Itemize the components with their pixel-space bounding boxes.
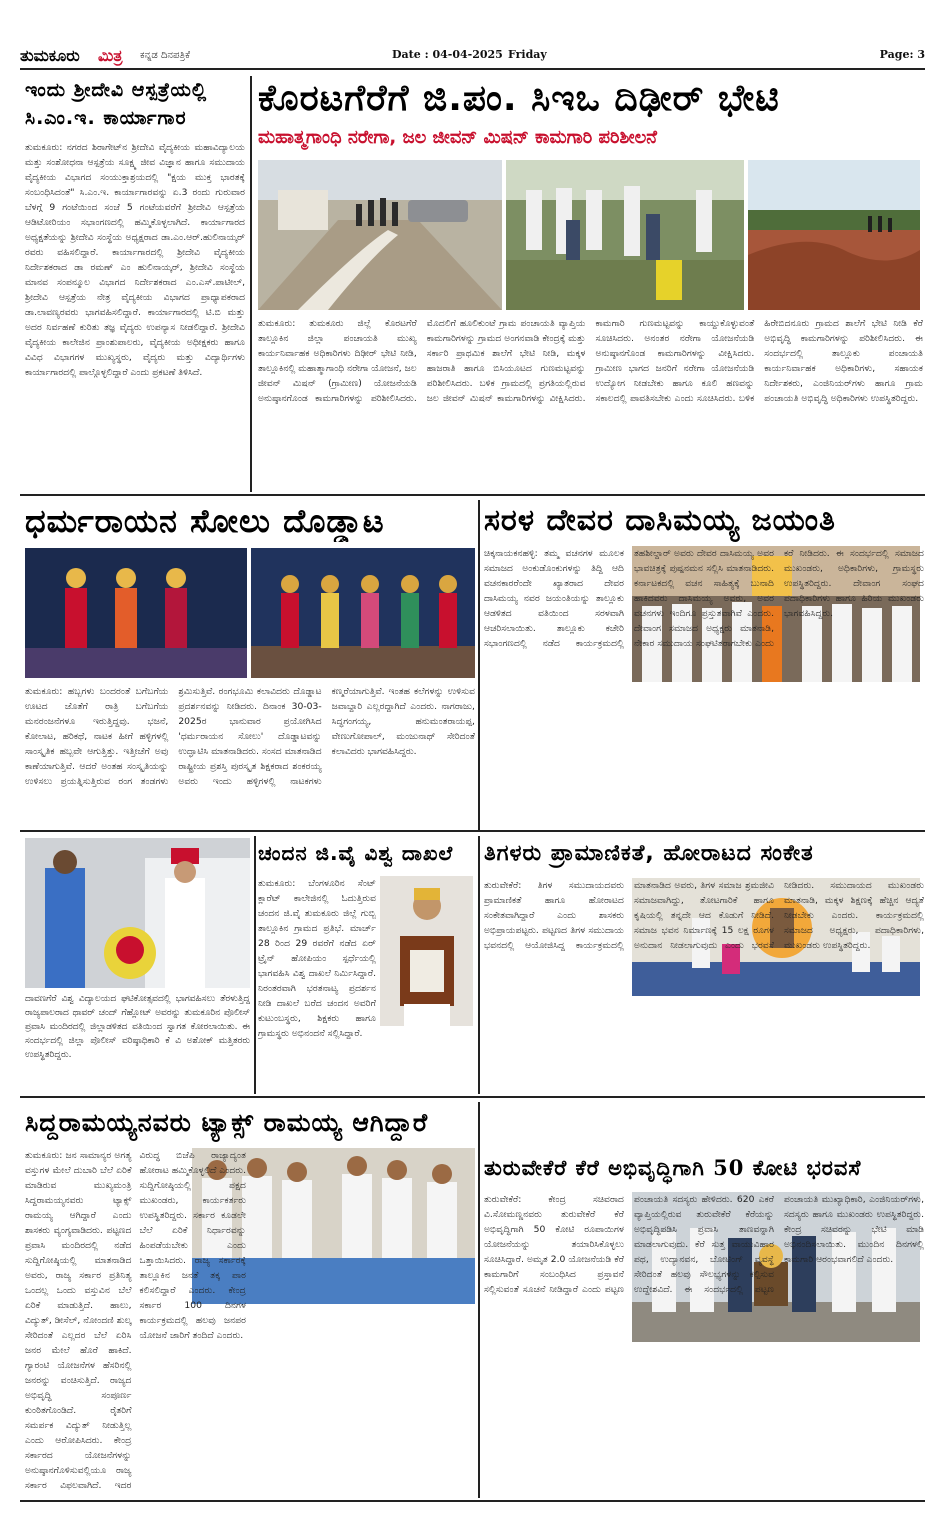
- koratagere-headline: ಕೊರಟಗೆರೆಗೆ ಜಿ.ಪಂ. ಸಿಇಒ ದಿಢೀರ್ ಭೇಟಿ: [258, 78, 780, 119]
- masthead: [20, 44, 925, 68]
- turuvekere-headline-pre: ತುರುವೇಕೆರೆ ಕೆರೆ ಅಭಿವೃದ್ಧಿಗಾಗಿ: [484, 1156, 705, 1180]
- chandana-body: ತುಮಕೂರು: ಬೆಂಗಳೂರಿನ ಸೆಂಟ್ ಕ್ಲಾರೆಟ್ ಕಾಲೇಜಿನಲ್ಲಿ ಓದುತ್ತಿರುವ ಚಂದನ ಜಿ.ವೈ ತುಮಕೂರು ಜಿಲ್ಲೆ ಗುಬ್ಬಿ ತಾಲ್ಲೂಕಿನ ಗ್ರಾಮದ ಪ್ರತಿಭೆ. ಮಾರ್ಚ್ 28 ರಿಂದ 29 ರವರೆಗೆ ನಡೆದ ಏರ್ ಟ್ರೈನ್ ಹೋಪಿಯಂ ಸ್ಪರ್ಧೆಯಲ್ಲಿ ಭಾಗವಹಿಸಿ ವಿಶ್ವ ದಾಖಲೆ ನಿರ್ಮಿಸಿದ್ದಾರೆ. ನಿರಂತರವಾಗಿ ಭರತನಾಟ್ಯ ಪ್ರದರ್ಶನ ನೀಡಿ ದಾಖಲೆ ಬರೆದ ಚಂದನ ಅವರಿಗೆ ಕುಟುಂಬಸ್ಥರು, ಶಿಕ್ಷಕರು ಹಾಗೂ ಗ್ರಾಮಸ್ಥರು ಅಭಿನಂದನೆ ಸಲ್ಲಿಸಿದ್ದಾರೆ.: [258, 878, 376, 1039]
- turuvekere-headline: [484, 1150, 924, 1188]
- column-rule-mid-2: [478, 836, 480, 1094]
- tigalaru-headline: ತಿಗಳರು ಪ್ರಾಮಾಣಿಕತೆ, ಹೋರಾಟದ ಸಂಕೇತ: [484, 841, 814, 866]
- section-rule-2: [20, 830, 925, 832]
- dharmaraya-photo-1: [25, 548, 247, 678]
- column-rule-left-2: [254, 836, 256, 1094]
- section-rule-1: [20, 494, 925, 496]
- masthead-day: Friday: [508, 48, 547, 61]
- bottom-rule: [20, 1500, 925, 1502]
- koratagere-photo-3: [748, 160, 920, 310]
- koratagere-photo-1: [258, 160, 502, 310]
- masthead-rule: [20, 68, 925, 70]
- page-number: Page: 3: [879, 48, 925, 61]
- masthead-tagline: ಕನ್ನಡ ದಿನಪತ್ರಿಕೆ: [140, 50, 191, 61]
- turuvekere-headline-num: 50: [713, 1155, 745, 1180]
- column-rule-mid: [478, 500, 480, 830]
- masthead-date: Date : 04-04-2025: [392, 48, 503, 61]
- masthead-name-red: ಮಿತ್ರ: [98, 46, 123, 65]
- koratagere-body: ತುಮಕೂರು: ತುಮಕೂರು ಜಿಲ್ಲೆ ಕೊರಟಗೆರೆ ತಾಲ್ಲೂಕಿನ ಜಿಲ್ಲಾ ಪಂಚಾಯತಿ ಮುಖ್ಯ ಕಾರ್ಯನಿರ್ವಾಹಕ ಅಧಿಕಾರಿಗಳು ದಿಢೀರ್ ಭೇಟಿ ನೀಡಿ, ತಾಲ್ಲೂಕಿನಲ್ಲಿ ಮಹಾತ್ಮಾಗಾಂಧಿ ನರೇಗಾ ಯೋಜನೆ, ಜಲ ಜೀವನ್ ಮಿಷನ್ (ಗ್ರಾಮೀಣ) ಯೋಜನೆಯಡಿ ಅನುಷ್ಠಾನಗೊಂಡ ಕಾಮಗಾರಿಗಳನ್ನು ಪರಿಶೀಲಿಸಿದರು. ಮೊದಲಿಗೆ ಹೂಲಿಕುಂಟೆ ಗ್ರಾಮ ಪಂಚಾಯತಿ ವ್ಯಾಪ್ತಿಯ ಕಾಮಗಾರಿಗಳನ್ನು ಗ್ರಾಮದ ಅಂಗನವಾಡಿ ಕೇಂದ್ರಕ್ಕೆ ಮತ್ತು ಸರ್ಕಾರಿ ಪ್ರಾಥಮಿಕ ಶಾಲೆಗೆ ಭೇಟಿ ನೀಡಿ, ಮಕ್ಕಳ ಹಾಜರಾತಿ ಹಾಗೂ ಬಿಸಿಯೂಟದ ಗುಣಮಟ್ಟವನ್ನು ಪರಿಶೀಲಿಸಿದರು. ಬಳಿಕ ಗ್ರಾಮದಲ್ಲಿ ಪ್ರಗತಿಯಲ್ಲಿರುವ ಜಲ ಜೀವನ್ ಮಿಷನ್ ಕಾಮಗಾರಿಗಳನ್ನು ವೀಕ್ಷಿಸಿದರು. ಕಾಮಗಾರಿ ಗುಣಮಟ್ಟವನ್ನು ಕಾಯ್ದುಕೊಳ್ಳುವಂತೆ ಸೂಚಿಸಿದರು. ಅನಂತರ ನರೇಗಾ ಯೋಜನೆಯಡಿ ಅನುಷ್ಠಾನಗೊಂಡ ಕಾಮಗಾರಿಗಳನ್ನು ವೀಕ್ಷಿಸಿದರು. ಗ್ರಾಮೀಣ ಭಾಗದ ಜನರಿಗೆ ನರೇಗಾ ಯೋಜನೆಯಡಿ ಉದ್ಯೋಗ ನೀಡಬೇಕು ಹಾಗೂ ಕೂಲಿ ಹಣವನ್ನು ಸಕಾಲದಲ್ಲಿ ಪಾವತಿಸಬೇಕು ಎಂದು ಸೂಚಿಸಿದರು. ಬಳಿಕ ಹಿರೇಬಿದನೂರು ಗ್ರಾಮದ ಶಾಲೆಗೆ ಭೇಟಿ ನೀಡಿ ಕೆರೆ ಅಭಿವೃದ್ಧಿ ಕಾಮಗಾರಿಗಳನ್ನು ಪರಿಶೀಲಿಸಿದರು. ಈ ಸಂದರ್ಭದಲ್ಲಿ ತಾಲ್ಲೂಕು ಪಂಚಾಯತಿ ಕಾರ್ಯನಿರ್ವಾಹಕ ಅಧಿಕಾರಿಗಳು, ಸಹಾಯಕ ನಿರ್ದೇಶಕರು, ಎಂಜಿನಿಯರ್‌ಗಳು ಹಾಗೂ ಗ್ರಾಮ ಪಂಚಾಯತಿ ಅಭಿವೃದ್ಧಿ ಅಧಿಕಾರಿಗಳು ಉಪಸ್ಥಿತರಿದ್ದರು.: [258, 318, 923, 404]
- tigalaru-body: ತುರುವೇಕೆರೆ: ತಿಗಳ ಸಮುದಾಯದವರು ಪ್ರಾಮಾಣಿಕತೆ ಹಾಗೂ ಹೋರಾಟದ ಸಂಕೇತವಾಗಿದ್ದಾರೆ ಎಂದು ಶಾಸಕರು ಅಭಿಪ್ರಾಯಪಟ್ಟರು. ಪಟ್ಟಣದ ತಿಗಳ ಸಮುದಾಯ ಭವನದಲ್ಲಿ ಆಯೋಜಿಸಿದ್ದ ಕಾರ್ಯಕ್ರಮದಲ್ಲಿ ಮಾತನಾಡಿದ ಅವರು, ತಿಗಳ ಸಮಾಜ ಶ್ರಮಜೀವಿ ಸಮಾಜವಾಗಿದ್ದು, ತೋಟಗಾರಿಕೆ ಹಾಗೂ ಕೃಷಿಯಲ್ಲಿ ತನ್ನದೇ ಆದ ಕೊಡುಗೆ ನೀಡಿದೆ. ಸಮಾಜ ಭವನ ನಿರ್ಮಾಣಕ್ಕೆ 15 ಲಕ್ಷ ರೂಗಳ ಅನುದಾನ ನೀಡಲಾಗುವುದು ಎಂದು ಭರವಸೆ ನೀಡಿದರು. ಸಮುದಾಯದ ಮುಖಂಡರು ಮಾತನಾಡಿ, ಮಕ್ಕಳ ಶಿಕ್ಷಣಕ್ಕೆ ಹೆಚ್ಚಿನ ಆದ್ಯತೆ ನೀಡಬೇಕು ಎಂದರು. ಕಾರ್ಯಕ್ರಮದಲ್ಲಿ ಸಮಾಜದ ಅಧ್ಯಕ್ಷರು, ಪದಾಧಿಕಾರಿಗಳು, ಮುಖಂಡರು ಉಪಸ್ಥಿತರಿದ್ದರು.: [484, 880, 924, 951]
- governor-caption: ದಾವಣಗೆರೆ ವಿಶ್ವ ವಿದ್ಯಾಲಯದ ಘಟಿಕೋತ್ಸವದಲ್ಲಿ ಭಾಗವಹಿಸಲು ತೆರಳುತ್ತಿದ್ದ ರಾಜ್ಯಪಾಲರಾದ ಥಾವರ್ ಚಂದ್ ಗೆಹ್ಲೋಟ್ ಅವರನ್ನು ತುಮಕೂರಿನ ಪೊಲೀಸ್ ಪ್ರವಾಸಿ ಮಂದಿರದಲ್ಲಿ ಜಿಲ್ಲಾಡಳಿತದ ವತಿಯಿಂದ ಸ್ವಾಗತ ಕೋರಲಾಯಿತು. ಈ ಸಂದರ್ಭದಲ್ಲಿ ಜಿಲ್ಲಾ ಪೊಲೀಸ್ ವರಿಷ್ಠಾಧಿಕಾರಿ ಕೆ ವಿ ಅಶೋಕ್ ಮತ್ತಿತರರು ಉಪಸ್ಥಿತರಿದ್ದರು.: [25, 994, 250, 1060]
- dasimayya-headline: ಸರಳ ದೇವರ ದಾಸಿಮಯ್ಯ ಜಯಂತಿ: [484, 503, 836, 538]
- dharmaraya-photo-2: [251, 548, 475, 678]
- chandana-photo: [380, 876, 473, 1026]
- section-rule-3: [20, 1096, 925, 1098]
- column-rule-left: [250, 76, 252, 492]
- governor-photo: [25, 838, 250, 988]
- dharmaraya-body: ತುಮಕೂರು: ಹಬ್ಬಗಳು ಬಂದರಂತೆ ಬಗೆಬಗೆಯ ಊಟದ ಜೊತೆಗೆ ರಾತ್ರಿ ಬಗೆಬಗೆಯ ಮನರಂಜನೆಗಳೂ ಇರುತ್ತಿದ್ದವು. ಭಜನೆ, ಕೋಲಾಟ, ಹರಿಕಥೆ, ನಾಟಕ ಹೀಗೆ ಹಳ್ಳಿಗಳಲ್ಲಿ ಸಾಂಸ್ಕೃತಿಕ ಹಬ್ಬವೇ ಆಗುತ್ತಿತ್ತು. ಇತ್ತೀಚೆಗೆ ಅವು ಕಾಣೆಯಾಗುತ್ತಿವೆ. ಆದರೆ ಅಂತಹ ಸಂಸ್ಕೃತಿಯನ್ನು ಉಳಿಸಲು ಪ್ರಯತ್ನಿಸುತ್ತಿರುವ ರಂಗ ತಂಡಗಳು ಶ್ರಮಿಸುತ್ತಿವೆ. ರಂಗಭೂಮಿ ಕಲಾವಿದರು ದೊಡ್ಡಾಟ ಪ್ರದರ್ಶನವನ್ನು ನೀಡಿದರು. ದಿನಾಂಕ 30-03-2025ರ ಭಾನುವಾರ ಪ್ರಯೋಗಿಸಿದ 'ಧರ್ಮರಾಯನ ಸೋಲು' ದೊಡ್ಡಾಟವನ್ನು ಉದ್ಘಾಟಿಸಿ ಮಾತನಾಡಿದರು. ಸಂಸದ ಮಾತನಾಡಿದ ರಾಷ್ಟ್ರೀಯ ಪ್ರಶಸ್ತಿ ಪುರಸ್ಕೃತ ಶಿಕ್ಷಕರಾದ ಶಂಕರಯ್ಯ ಅವರು ಇಂದು ಹಳ್ಳಿಗಳಲ್ಲಿ ನಾಟಕಗಳು ಕಣ್ಮರೆಯಾಗುತ್ತಿವೆ. ಇಂತಹ ಕಲೆಗಳನ್ನು ಉಳಿಸುವ ಜವಾಬ್ದಾರಿ ಎಲ್ಲರದ್ದಾಗಿದೆ ಎಂದರು. ನಾಗರಾಜು, ಸಿದ್ಧಗಂಗಯ್ಯ, ಹನುಮಂತರಾಯಪ್ಪ, ವೇಣುಗೋಪಾಲ್, ಮಂಜುನಾಥ್ ಸೇರಿದಂತೆ ಕಲಾವಿದರು ಭಾಗವಹಿಸಿದ್ದರು.: [25, 686, 475, 787]
- turuvekere-body: ತುರುವೇಕೆರೆ: ಕೇಂದ್ರ ಸಚಿವರಾದ ವಿ.ಸೋಮಣ್ಣನವರು ತುರುವೇಕೆರೆ ಕೆರೆ ಅಭಿವೃದ್ಧಿಗಾಗಿ 50 ಕೋಟಿ ರೂಪಾಯಿಗಳ ಯೋಜನೆಯನ್ನು ತಯಾರಿಸಿಕೊಳ್ಳಲು ಸೂಚಿಸಿದ್ದಾರೆ. ಅಮೃತ 2.0 ಯೋಜನೆಯಡಿ ಕೆರೆ ಕಾಮಗಾರಿಗೆ ಸಂಬಂಧಿಸಿದ ಪ್ರಸ್ತಾವನೆ ಸಲ್ಲಿಸುವಂತೆ ಸೂಚನೆ ನೀಡಿದ್ದಾರೆ ಎಂದು ಪಟ್ಟಣ ಪಂಚಾಯತಿ ಸದಸ್ಯರು ಹೇಳಿದರು. 620 ಎಕರೆ ವ್ಯಾಪ್ತಿಯಲ್ಲಿರುವ ತುರುವೇಕೆರೆ ಕೆರೆಯನ್ನು ಅಭಿವೃದ್ಧಿಪಡಿಸಿ ಪ್ರವಾಸಿ ತಾಣವನ್ನಾಗಿ ಮಾಡಲಾಗುವುದು. ಕೆರೆ ಸುತ್ತ ವಾಯುವಿಹಾರ ಪಥ, ಉದ್ಯಾನವನ, ಬೋಟಿಂಗ್ ವ್ಯವಸ್ಥೆ ಸೇರಿದಂತೆ ಹಲವು ಸೌಲಭ್ಯಗಳನ್ನು ಕಲ್ಪಿಸುವ ಉದ್ದೇಶವಿದೆ. ಈ ಸಂದರ್ಭದಲ್ಲಿ ಪಟ್ಟಣ ಪಂಚಾಯತಿ ಮುಖ್ಯಾಧಿಕಾರಿ, ಎಂಜಿನಿಯರ್‌ಗಳು, ಸದಸ್ಯರು ಹಾಗೂ ಮುಖಂಡರು ಉಪಸ್ಥಿತರಿದ್ದರು. ಕೇಂದ್ರ ಸಚಿವರನ್ನು ಭೇಟಿ ಮಾಡಿ ಅಭಿನಂದಿಸಲಾಯಿತು. ಮುಂದಿನ ದಿನಗಳಲ್ಲಿ ಕಾಮಗಾರಿ ಆರಂಭವಾಗಲಿದೆ ಎಂದರು.: [484, 1194, 924, 1295]
- masthead-name-black: ತುಮಕೂರು: [20, 46, 80, 65]
- dharmaraya-headline: ಧರ್ಮರಾಯನ ಸೋಲು ದೊಡ್ಡಾಟ: [25, 502, 385, 540]
- siddaramaiah-body: ತುಮಕೂರು: ಜನ ಸಾಮಾನ್ಯರ ಅಗತ್ಯ ವಸ್ತುಗಳ ಮೇಲೆ ದುಬಾರಿ ಬೆಲೆ ಏರಿಕೆ ಮಾಡಿರುವ ಮುಖ್ಯಮಂತ್ರಿ ಸಿದ್ದರಾಮಯ್ಯನವರು ಟ್ಯಾಕ್ಸ್ ರಾಮಯ್ಯ ಆಗಿದ್ದಾರೆ ಎಂದು ಶಾಸಕರು ವ್ಯಂಗ್ಯವಾಡಿದರು. ಪಟ್ಟಣದ ಪ್ರವಾಸಿ ಮಂದಿರದಲ್ಲಿ ನಡೆದ ಸುದ್ದಿಗೋಷ್ಠಿಯಲ್ಲಿ ಮಾತನಾಡಿದ ಅವರು, ರಾಜ್ಯ ಸರ್ಕಾರ ಪ್ರತಿನಿತ್ಯ ಒಂದಲ್ಲ ಒಂದು ವಸ್ತುವಿನ ಬೆಲೆ ಏರಿಕೆ ಮಾಡುತ್ತಿದೆ. ಹಾಲು, ವಿದ್ಯುತ್, ಡೀಸೆಲ್, ನೋಂದಣಿ ಶುಲ್ಕ ಸೇರಿದಂತೆ ಎಲ್ಲದರ ಬೆಲೆ ಏರಿಸಿ ಜನರ ಮೇಲೆ ಹೊರೆ ಹಾಕಿದೆ. ಗ್ಯಾರಂಟಿ ಯೋಜನೆಗಳ ಹೆಸರಿನಲ್ಲಿ ಜನರನ್ನು ವಂಚಿಸುತ್ತಿದೆ. ರಾಜ್ಯದ ಅಭಿವೃದ್ಧಿ ಸಂಪೂರ್ಣ ಕುಂಠಿತಗೊಂಡಿದೆ. ರೈತರಿಗೆ ಸಮರ್ಪಕ ವಿದ್ಯುತ್ ನೀಡುತ್ತಿಲ್ಲ ಎಂದು ಆರೋಪಿಸಿದರು. ಕೇಂದ್ರ ಸರ್ಕಾರದ ಯೋಜನೆಗಳನ್ನು ಅನುಷ್ಠಾನಗೊಳಿಸುವಲ್ಲಿಯೂ ರಾಜ್ಯ ಸರ್ಕಾರ ವಿಫಲವಾಗಿದೆ. ಇದರ ವಿರುದ್ಧ ಬಿಜೆಪಿ ರಾಜ್ಯಾದ್ಯಂತ ಹೋರಾಟ ಹಮ್ಮಿಕೊಳ್ಳಲಿದೆ ಎಂದರು. ಸುದ್ದಿಗೋಷ್ಠಿಯಲ್ಲಿ ಪಕ್ಷದ ಮುಖಂಡರು, ಕಾರ್ಯಕರ್ತರು ಉಪಸ್ಥಿತರಿದ್ದರು. ಸರ್ಕಾರ ಕೂಡಲೇ ಬೆಲೆ ಏರಿಕೆ ನಿರ್ಧಾರವನ್ನು ಹಿಂಪಡೆಯಬೇಕು ಎಂದು ಒತ್ತಾಯಿಸಿದರು. ರಾಜ್ಯ ಸರ್ಕಾರಕ್ಕೆ ತಾಲ್ಲೂಕಿನ ಜನತೆ ತಕ್ಕ ಪಾಠ ಕಲಿಸಲಿದ್ದಾರೆ ಎಂದರು. ಕೇಂದ್ರ ಸರ್ಕಾರ 100 ದಿನಗಳ ಕಾರ್ಯಕ್ರಮದಲ್ಲಿ ಹಲವು ಜನಪರ ಯೋಜನೆ ಜಾರಿಗೆ ತಂದಿದೆ ಎಂದರು.: [25, 1150, 246, 1491]
- siddaramaiah-headline: ಸಿದ್ದರಾಮಯ್ಯನವರು ಟ್ಯಾಕ್ಸ್ ರಾಮಯ್ಯ ಆಗಿದ್ದಾರೆ: [25, 1108, 429, 1137]
- column-rule-mid-3: [478, 1102, 480, 1498]
- chandana-headline: ಚಂದನ ಜಿ.ವೈ ವಿಶ್ವ ದಾಖಲೆ: [258, 841, 454, 865]
- dasimayya-body: ಚಿಕ್ಕನಾಯಕನಹಳ್ಳಿ: ತಮ್ಮ ವಚನಗಳ ಮೂಲಕ ಸಮಾಜದ ಅಂಕುಡೊಂಕುಗಳನ್ನು ತಿದ್ದಿ ಆದಿ ವಚನಕಾರರೆಂದೇ ಖ್ಯಾತರಾದ ದೇವರ ದಾಸಿಮಯ್ಯ ನವರ ಜಯಂತಿಯನ್ನು ತಾಲ್ಲೂಕು ಆಡಳಿತದ ವತಿಯಿಂದ ಸರಳವಾಗಿ ಆಚರಿಸಲಾಯಿತು. ತಾಲ್ಲೂಕು ಕಚೇರಿ ಸಭಾಂಗಣದಲ್ಲಿ ನಡೆದ ಕಾರ್ಯಕ್ರಮದಲ್ಲಿ ತಹಶೀಲ್ದಾರ್ ಅವರು ದೇವರ ದಾಸಿಮಯ್ಯ ಅವರ ಭಾವಚಿತ್ರಕ್ಕೆ ಪುಷ್ಪನಮನ ಸಲ್ಲಿಸಿ ಮಾತನಾಡಿದರು. ಕರ್ನಾಟಕದಲ್ಲಿ ವಚನ ಸಾಹಿತ್ಯಕ್ಕೆ ಬುನಾದಿ ಹಾಕಿದವರು ದಾಸಿಮಯ್ಯ ಅವರು, ಅವರ ವಚನಗಳು ಇಂದಿಗೂ ಪ್ರಸ್ತುತವಾಗಿವೆ ಎಂದರು. ದೇವಾಂಗ ಸಮಾಜದ ಅಧ್ಯಕ್ಷರು ಮಾತನಾಡಿ, ನೇಕಾರ ಸಮುದಾಯ ಸಂಘಟಿತರಾಗಬೇಕು ಎಂದು ಕರೆ ನೀಡಿದರು. ಈ ಸಂದರ್ಭದಲ್ಲಿ ಸಮಾಜದ ಮುಖಂಡರು, ಅಧಿಕಾರಿಗಳು, ಗ್ರಾಮಸ್ಥರು ಉಪಸ್ಥಿತರಿದ್ದರು. ದೇವಾಂಗ ಸಂಘದ ಪದಾಧಿಕಾರಿಗಳು ಹಾಗೂ ಹಿರಿಯ ಮುಖಂಡರು ಭಾಗವಹಿಸಿದ್ದರು.: [484, 548, 924, 649]
- turuvekere-headline-post: ಕೋಟಿ ಭರವಸೆ: [752, 1156, 862, 1180]
- hospital-headline: ಇಂದು ಶ್ರೀದೇವಿ ಆಸ್ಪತ್ರೆಯಲ್ಲಿ ಸಿ.ಎಂ.ಇ. ಕಾರ್ಯಾಗಾರ: [25, 79, 208, 129]
- koratagere-subhead: ಮಹಾತ್ಮಗಾಂಧಿ ನರೇಗಾ, ಜಲ ಜೀವನ್ ಮಿಷನ್ ಕಾಮಗಾರಿ ಪರಿಶೀಲನೆ: [258, 127, 657, 148]
- koratagere-photo-2: [506, 160, 744, 310]
- hospital-body: ತುಮಕೂರು: ನಗರದ ಶಿರಾಗೇಟ್‌ನ ಶ್ರೀದೇವಿ ವೈದ್ಯಕೀಯ ಮಹಾವಿದ್ಯಾಲಯ ಮತ್ತು ಸಂಶೋಧನಾ ಆಸ್ಪತ್ರೆಯ ಸೂಕ್ಷ್ಮ ಜೀವ ವಿಜ್ಞಾನ ಹಾಗೂ ಸಮುದಾಯ ವೈದ್ಯಕೀಯ ವಿಭಾಗದ ಸಂಯುಕ್ತಾಶ್ರಯದಲ್ಲಿ "ಕ್ಷಯ ಮುಕ್ತ ಭಾರತಕ್ಕೆ ಸಂಬಂಧಿಸಿದಂತೆ" ಸಿ.ಎಂ.ಇ. ಕಾರ್ಯಾಗಾರವನ್ನು ಏ.3 ರಂದು ಗುರುವಾರ ಬೆಳಗ್ಗೆ 9 ಗಂಟೆಯಿಂದ ಸಂಜೆ 5 ಗಂಟೆಯವರೆಗೆ ಶ್ರೀದೇವಿ ಆಸ್ಪತ್ರೆಯ ಆಡಿಟೋರಿಯಂ ಸಭಾಂಗಣದಲ್ಲಿ ಹಮ್ಮಿಕೊಳ್ಳಲಾಗಿದೆ. ಕಾರ್ಯಾಗಾರದ ಅಧ್ಯಕ್ಷತೆಯನ್ನು ಶ್ರೀದೇವಿ ಸಂಸ್ಥೆಯ ಅಧ್ಯಕ್ಷರಾದ ಡಾ.ಎಂ.ಆರ್.ಹುಲಿನಾಯ್ಕರ್ ರವರು ವಹಿಸಲಿದ್ದಾರೆ. ಕಾರ್ಯಾಗಾರದಲ್ಲಿ ಶ್ರೀದೇವಿ ವೈದ್ಯಕೀಯ ನಿರ್ದೇಶಕರಾದ ಡಾ ರಮಣ್ ಎಂ ಹುಲಿನಾಯ್ಕರ್, ಶ್ರೀದೇವಿ ಸಂಸ್ಥೆಯ ಮಾನವ ಸಂಪನ್ಮೂಲ ವಿಭಾಗದ ನಿರ್ದೇಶಕರಾದ ಎಂ.ಎಸ್.ಪಾಟೀಲ್, ಶ್ರೀದೇವಿ ಆಸ್ಪತ್ರೆಯ ನೇತ್ರ ವೈದ್ಯಕೀಯ ವಿಭಾಗದ ಪ್ರಾಧ್ಯಾಪಕರಾದ ಡಾ.ಲಾವಣ್ಯರವರು ಭಾಗವಹಿಸಲಿದ್ದಾರೆ. ಕಾರ್ಯಾಗಾರದಲ್ಲಿ ಟಿ.ಬಿ ಮತ್ತು ಅದರ ನಿರ್ವಹಣೆ ಕುರಿತು ತಜ್ಞ ವೈದ್ಯರು ಉಪನ್ಯಾಸ ನೀಡಲಿದ್ದಾರೆ. ಶ್ರೀದೇವಿ ವೈದ್ಯಕೀಯ ಕಾಲೇಜಿನ ಪ್ರಾಂಶುಪಾಲರು, ವೈದ್ಯಕೀಯ ಅಧೀಕ್ಷಕರು ಹಾಗೂ ವಿವಿಧ ವಿಭಾಗಗಳ ಮುಖ್ಯಸ್ಥರು, ವೈದ್ಯರು ಮತ್ತು ವಿದ್ಯಾರ್ಥಿಗಳು ಕಾರ್ಯಾಗಾರದಲ್ಲಿ ಪಾಲ್ಗೊಳ್ಳಲಿದ್ದಾರೆ ಎಂದು ಪ್ರಕಟಣೆ ತಿಳಿಸಿದೆ.: [25, 142, 245, 378]
